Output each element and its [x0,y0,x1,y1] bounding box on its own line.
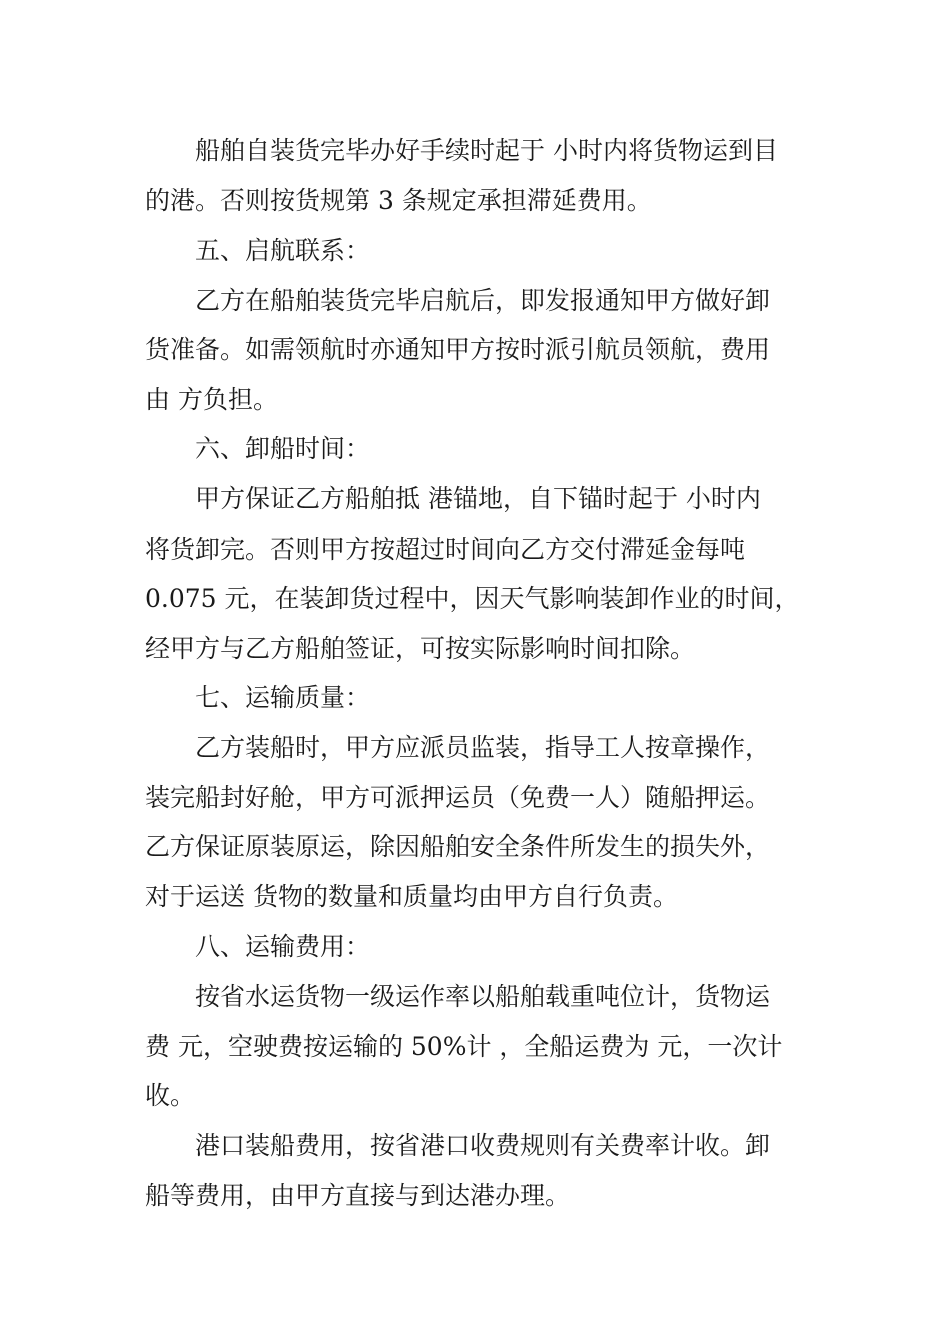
paragraph-line: 的港。否则按货规第 3 条规定承担滞延费用。 [145,186,652,215]
paragraph-line: 乙方保证原装原运，除因船舶安全条件所发生的损失外， [145,832,771,861]
paragraph-line: 费 元，空驶费按运输的 50%计 ，全船运费为 元，一次计 [145,1032,783,1061]
paragraph-line: 经甲方与乙方船舶签证，可按实际影响时间扣除。 [145,634,696,663]
paragraph-line: 对于运送 货物的数量和质量均由甲方自行负责。 [145,882,678,911]
paragraph-line: 乙方在船舶装货完毕启航后，即发报通知甲方做好卸 [195,286,771,315]
paragraph-line: 0.075 元，在装卸货过程中，因天气影响装卸作业的时间， [145,584,800,613]
paragraph-line: 装完船封好舱，甲方可派押运员（免费一人）随船押运。 [145,783,771,812]
paragraph-line: 乙方装船时，甲方应派员监装，指导工人按章操作， [195,733,771,762]
paragraph-line: 港口装船费用，按省港口收费规则有关费率计收。卸 [195,1131,771,1160]
section-heading: 六、卸船时间： [195,434,371,463]
section-heading: 七、运输质量： [195,683,371,712]
paragraph-line: 按省水运货物一级运作率以船舶载重吨位计，货物运 [195,982,771,1011]
paragraph-line: 船等费用，由甲方直接与到达港办理。 [145,1181,571,1210]
paragraph-line: 将货卸完。否则甲方按超过时间向乙方交付滞延金每吨 [145,535,746,564]
section-heading: 五、启航联系： [195,236,371,265]
section-heading: 八、运输费用： [195,932,371,961]
paragraph-line: 由 方负担。 [145,385,278,414]
paragraph-line: 货准备。如需领航时亦通知甲方按时派引航员领航，费用 [145,335,771,364]
paragraph-line: 收。 [145,1081,196,1110]
paragraph-line: 船舶自装货完毕办好手续时起于 小时内将货物运到目 [195,136,778,165]
paragraph-line: 甲方保证乙方船舶抵 港锚地，自下锚时起于 小时内 [195,484,761,513]
